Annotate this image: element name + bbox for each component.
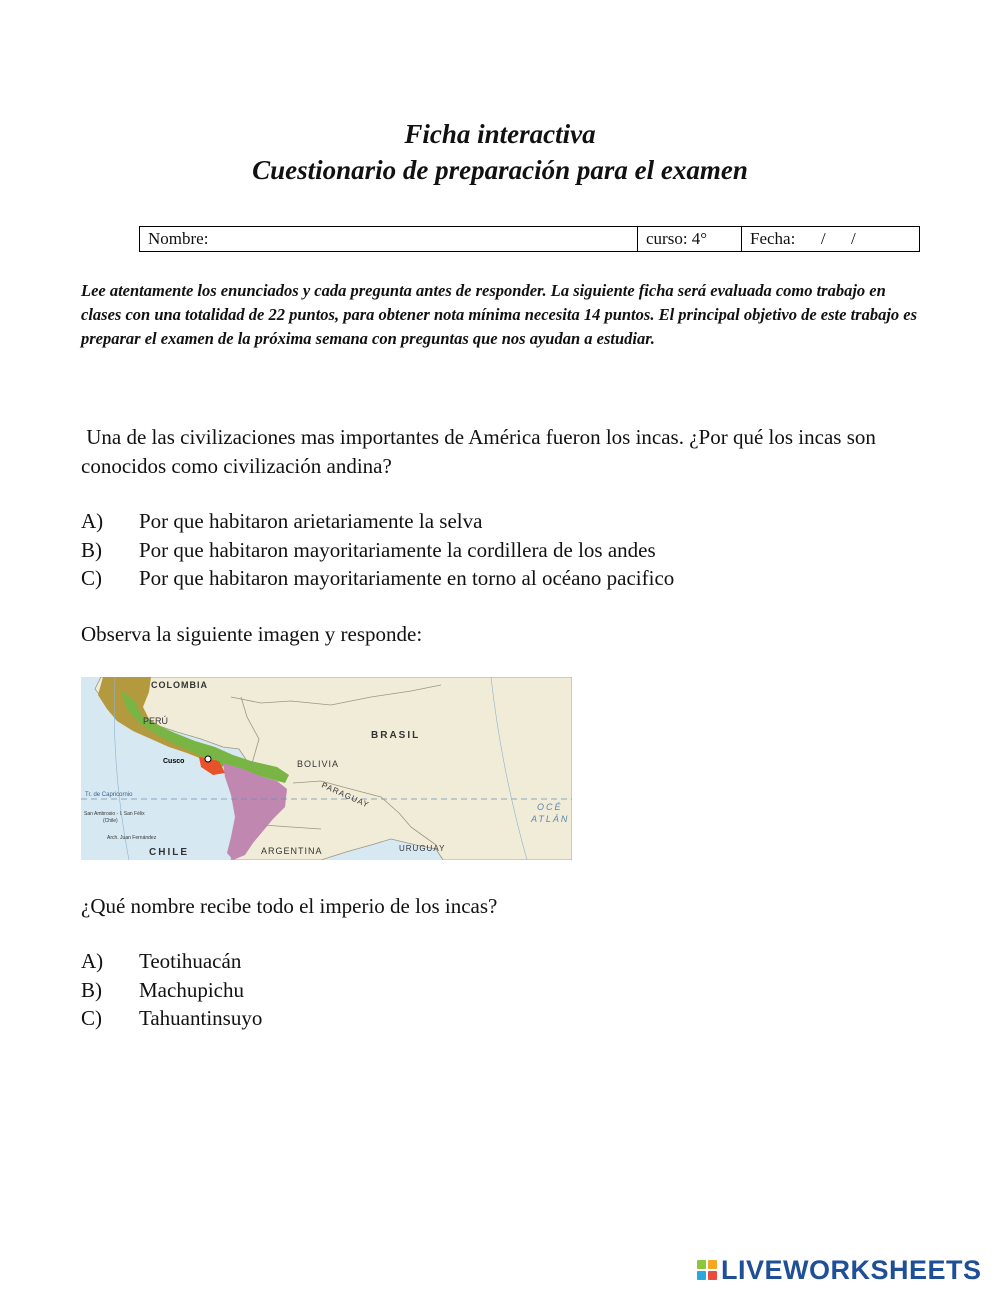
observe-prompt: Observa la siguiente imagen y responde:: [81, 622, 423, 646]
label-chile-paren: (Chile): [103, 818, 118, 824]
label-paraguay: PARAGUAY: [320, 780, 371, 810]
option-text: Por que habitaron mayoritariamente la cordillera de los andes: [139, 537, 656, 562]
logo-mark-icon: [697, 1260, 717, 1280]
option-a[interactable]: [81, 947, 262, 976]
question-1-options: [81, 507, 674, 593]
cusco-marker: [205, 756, 211, 762]
option-key: C): [81, 566, 102, 590]
question-2-options: [81, 947, 262, 1033]
question-1-text: Una de las civilizaciones mas importantes de América fueron los incas. ¿Por qué los incas son conocidos como civilización andina?: [81, 425, 882, 478]
page-title: Ficha interactiva: [404, 119, 596, 149]
option-text: Por que habitaron mayoritariamente en torno al océano pacifico: [139, 566, 675, 590]
label-brasil: BRASIL: [371, 730, 421, 741]
label-oceano: OCÉ: [537, 802, 563, 812]
option-c[interactable]: [81, 1004, 262, 1033]
label-cusco: Cusco: [163, 758, 185, 765]
option-b[interactable]: [81, 976, 262, 1005]
instructions-text: Lee atentamente los enunciados y cada pregunta antes de responder. La siguiente ficha será evaluada como trabajo en clases con una totalidad de 22 puntos, para obtener nota mínima necesita 14 puntos. El principal objetivo de este trabajo es preparar el examen de la próxima semana con preguntas que nos ayudan a estudiar.: [81, 281, 918, 348]
option-text: Machupichu: [139, 977, 244, 1002]
option-c[interactable]: [81, 564, 674, 593]
option-key: C): [81, 1006, 102, 1030]
label-juan-fernandez: Arch. Juan Fernández: [107, 835, 157, 841]
option-text: Teotihuacán: [139, 949, 242, 973]
nombre-field[interactable]: Nombre:: [140, 227, 638, 252]
option-text: Por que habitaron arietariamente la selva: [139, 509, 483, 533]
logo-text: LIVEWORKSHEETS: [721, 1254, 982, 1285]
option-key: A): [81, 949, 104, 973]
label-argentina: ARGENTINA: [261, 846, 323, 856]
label-bolivia: BOLIVIA: [297, 759, 340, 769]
label-san-ambrosio: San Ambrosio - I. San Félix: [84, 811, 145, 817]
label-capricornio: Tr. de Capricornio: [85, 792, 133, 798]
inca-empire-map: [81, 677, 572, 860]
option-text: Tahuantinsuyo: [139, 1006, 263, 1030]
fecha-field[interactable]: Fecha: / /: [742, 227, 920, 252]
curso-field[interactable]: curso: 4°: [638, 227, 742, 252]
page-subtitle: Cuestionario de preparación para el examen: [252, 155, 748, 185]
liveworksheets-logo: [697, 1255, 982, 1285]
student-info-table: [139, 226, 920, 252]
label-colombia: COLOMBIA: [151, 680, 208, 690]
question-2-text: ¿Qué nombre recibe todo el imperio de los incas?: [81, 894, 498, 918]
option-b[interactable]: [81, 536, 674, 565]
option-a[interactable]: [81, 507, 674, 536]
option-key: B): [81, 977, 102, 1002]
option-key: B): [81, 537, 102, 562]
label-uruguay: URUGUAY: [399, 844, 446, 853]
label-atlantico: ATLÁN: [531, 814, 570, 824]
label-chile: CHILE: [149, 847, 189, 858]
label-peru: PERÚ: [143, 716, 169, 726]
option-key: A): [81, 509, 104, 533]
